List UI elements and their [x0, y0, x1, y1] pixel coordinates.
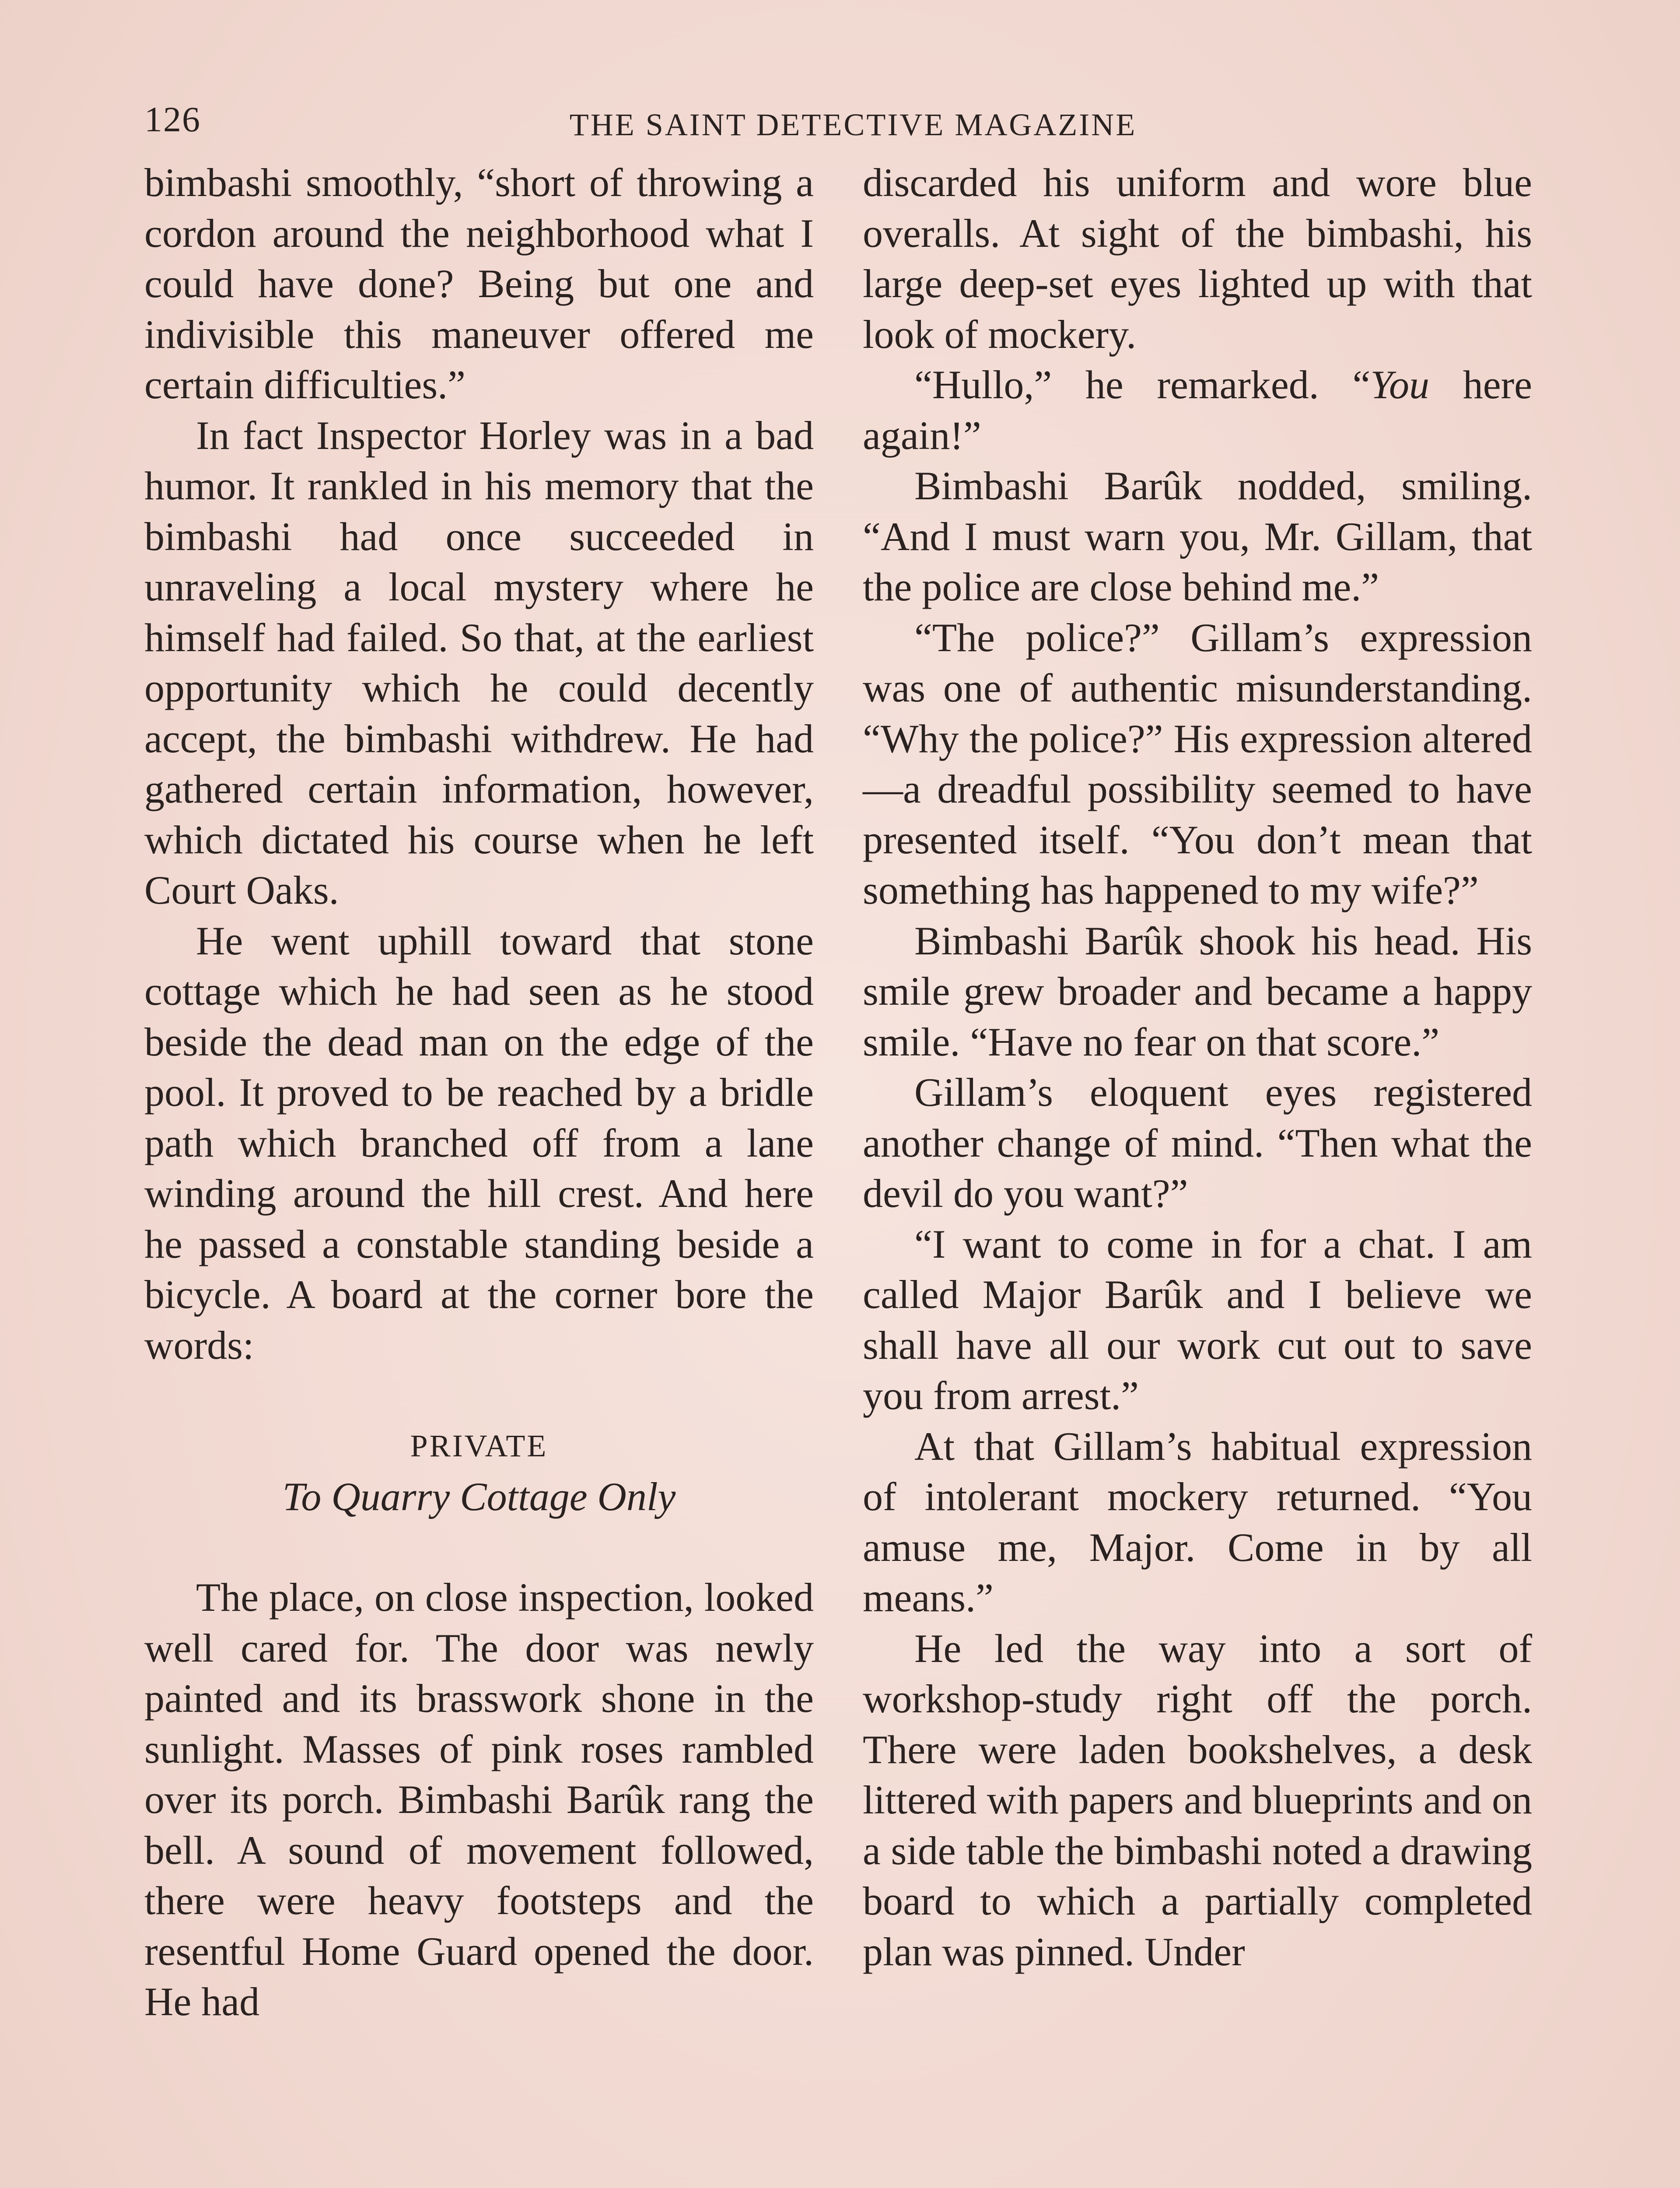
dialogue-text: “Hullo,” he remarked. “	[914, 362, 1371, 407]
paragraph: At that Gillam’s habitual expression of intolerant mockery returned. “You amuse me, Major. Come in by all means.”	[863, 1424, 1532, 1620]
sign-title: PRIVATE	[410, 1428, 548, 1463]
paragraph: In fact Inspector Horley was in a bad humor. It rankled in his memory that the bimbashi had once succeeded in unraveling a local mystery where he himself had failed. So that, at the earliest opportunity which he could decently accept, the bimbashi withdrew. He had gathered certain information, however, which dictated his course when he left Court Oaks.	[144, 413, 814, 912]
right-column	[863, 158, 1532, 1977]
page-number: 126	[144, 99, 201, 139]
dialogue-text: here again!”	[863, 362, 1532, 458]
paragraph: Bimbashi Barûk nodded, smiling. “And I must warn you, Mr. Gillam, that the police are close behind me.”	[863, 463, 1532, 609]
paragraph: He went uphill toward that stone cottage which he had seen as he stood beside the dead man on the edge of the pool. It proved to be reached by a bridle path which branched off from a lane winding around the hill crest. And here he passed a constable standing beside a bicycle. A board at the corner bore the words:	[144, 918, 814, 1368]
left-column	[144, 158, 814, 2027]
emphasis-text: You	[1370, 362, 1430, 407]
paragraph	[863, 360, 1532, 461]
paragraph: The place, on close inspection, looked well cared for. The door was newly painted and its brasswork shone in the sunlight. Masses of pink roses rambled over its porch. Bimbashi Barûk rang the bell. A sound of movement followed, there were heavy footsteps and the resentful Home Guard opened the door. He had	[144, 1575, 814, 2024]
running-title: THE SAINT DETECTIVE MAGAZINE	[569, 107, 1137, 142]
sign-subtitle: To Quarry Cottage Only	[282, 1474, 676, 1519]
paragraph: bimbashi smoothly, “short of throwing a cordon around the neighborhood what I could have done? Being but one and indivisible this maneuver offered me certain difficulties.”	[144, 160, 814, 407]
paragraph: Bimbashi Barûk shook his head. His smile grew broader and became a happy smile. “Have no fear on that score.”	[863, 918, 1532, 1064]
paragraph: “The police?” Gillam’s expression was one of authentic misunderstanding. “Why the police?” His expression altered—a dreadful possibility seemed to have presented itself. “You don’t mean that something has happened to my wife?”	[863, 615, 1532, 912]
paragraph: Gillam’s eloquent eyes registered another change of mind. “Then what the devil do you want?”	[863, 1070, 1532, 1216]
paragraph: He led the way into a sort of workshop-study right off the porch. There were laden bookshelves, a desk littered with papers and blueprints and on a side table the bimbashi noted a drawing board to which a partially completed plan was pinned. Under	[863, 1626, 1532, 1974]
paragraph: discarded his uniform and wore blue overalls. At sight of the bimbashi, his large deep-set eyes lighted up with that look of mockery.	[863, 160, 1532, 357]
paragraph: “I want to come in for a chat. I am called Major Barûk and I believe we shall have all our work cut out to save you from arrest.”	[863, 1221, 1532, 1418]
sign-board-text	[144, 1421, 814, 1522]
